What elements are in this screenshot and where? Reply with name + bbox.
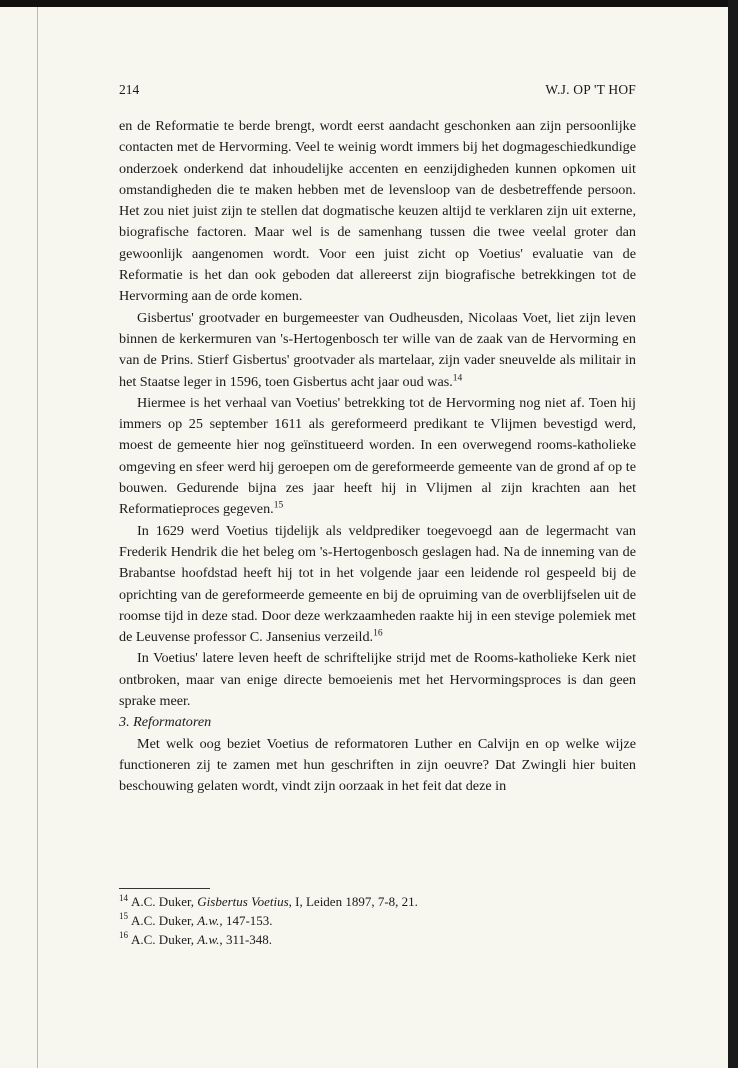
running-head: W.J. OP 'T HOF [545, 82, 636, 97]
paragraph-4: In 1629 werd Voetius tijdelijk als veldprediker toegevoegd aan de legermacht van Frederik Hendrik die het beleg om 's-Hertogenbosch geslagen had. Na de inneming van de Brabantse hoofdstad heeft hij tot in het volgende jaar een leidende rol gespeeld bij de oprichting van de gereformeerde gemeente en bij de opruiming van de overblijfselen uit de roomse tijd in deze stad. Door deze werkzaamheden raakte hij in een stevige polemiek met de Leuvense professor C. Jansenius verzeild.$^{16}$ [119, 522, 636, 646]
footnote-separator [119, 888, 210, 889]
body-text [119, 116, 636, 798]
footnotes [119, 893, 636, 949]
footnote-ref-14[interactable]: 14 [452, 372, 463, 383]
paragraph-5: In Voetius' latere leven heeft de schriftelijke strijd met de Rooms-katholieke Kerk niet ontbroken, maar van enige directe bemoeienis met het Hervormingsproces is dan geen sprake meer. [119, 650, 636, 710]
paragraph-2: Gisbertus' grootvader en burgemeester van Oudheusden, Nicolaas Voet, liet zijn leven binnen de kerkermuren van 's-Hertogenbosch ter wille van de zaak van de Hervorming en van de Prins. Stierf Gisbertus' grootvader als martelaar, zijn vader sneuvelde als militair in het Staatse leger in 1596, toen Gisbertus acht jaar oud was.$^{14}$ [119, 309, 636, 390]
page-edge-line [37, 7, 38, 1068]
paragraph-1: en de Reformatie te berde brengt, wordt eerst aandacht geschonken aan zijn persoonlijke contacten met de Hervorming. Veel te weinig wordt immers bij het dogmageschiedkundige onderzoek onderkend dat inhoudelijke accenten en eenzijdigheden kunnen opkomen uit omstandigheden die te maken hebben met de levensloop van de desbetreffende persoon. Het zou niet juist zijn te stellen dat dogmatische keuzen altijd te verklaren zijn uit externe, biografische factoren. Maar wel is de samenhang tussen die twee veelal groter dan gewoonlijk aangenomen wordt. Voor een juist zicht op Voetius' evaluatie van de Reformatie is het dan ook geboden dat allereerst zijn biografische betrekkingen tot de Hervorming aan de orde komen. [119, 118, 636, 305]
section-heading: 3. Reformatoren [119, 714, 212, 731]
paragraph-6: Met welk oog beziet Voetius de reformatoren Luther en Calvijn en op welke wijze functioneren zij te zamen met hun geschriften in zijn oeuvre? Dat Zwingli hier buiten beschouwing gelaten wordt, vindt zijn oorzaak in het feit dat deze in [119, 735, 636, 795]
paragraph-3: Hiermee is het verhaal van Voetius' betrekking tot de Hervorming nog niet af. Toen hij immers op 25 september 1611 als gereformeerd predikant te Vlijmen bevestigd werd, moest de gemeente hier nog geïnstitueerd worden. In een overwegend rooms-katholieke omgeving en sfeer werd hij geroepen om de gereformeerde gemeente van de grond af op te bouwen. Gedurende bijna zes jaar heeft hij in Vlijmen al zijn krachten aan het Reformatieproces gegeven.$^{15}$ [119, 394, 636, 518]
footnote-ref-16[interactable]: 16 [373, 628, 383, 639]
footnote-ref-15[interactable]: 15 [273, 500, 284, 511]
page-header [119, 82, 636, 100]
footnote-14: $^{14}$ A.C. Duker, Gisbertus Voetius, I, Leiden 1897, 7-8, 21. [119, 892, 418, 909]
top-border [0, 0, 738, 7]
footnote-15: $^{15}$ A.C. Duker, A.w., 147-153. [119, 911, 273, 928]
scan-edge [728, 0, 738, 1068]
page-number: 214 [119, 82, 140, 97]
footnote-16: $^{16}$ A.C. Duker, A.w., 311-348. [119, 930, 273, 947]
